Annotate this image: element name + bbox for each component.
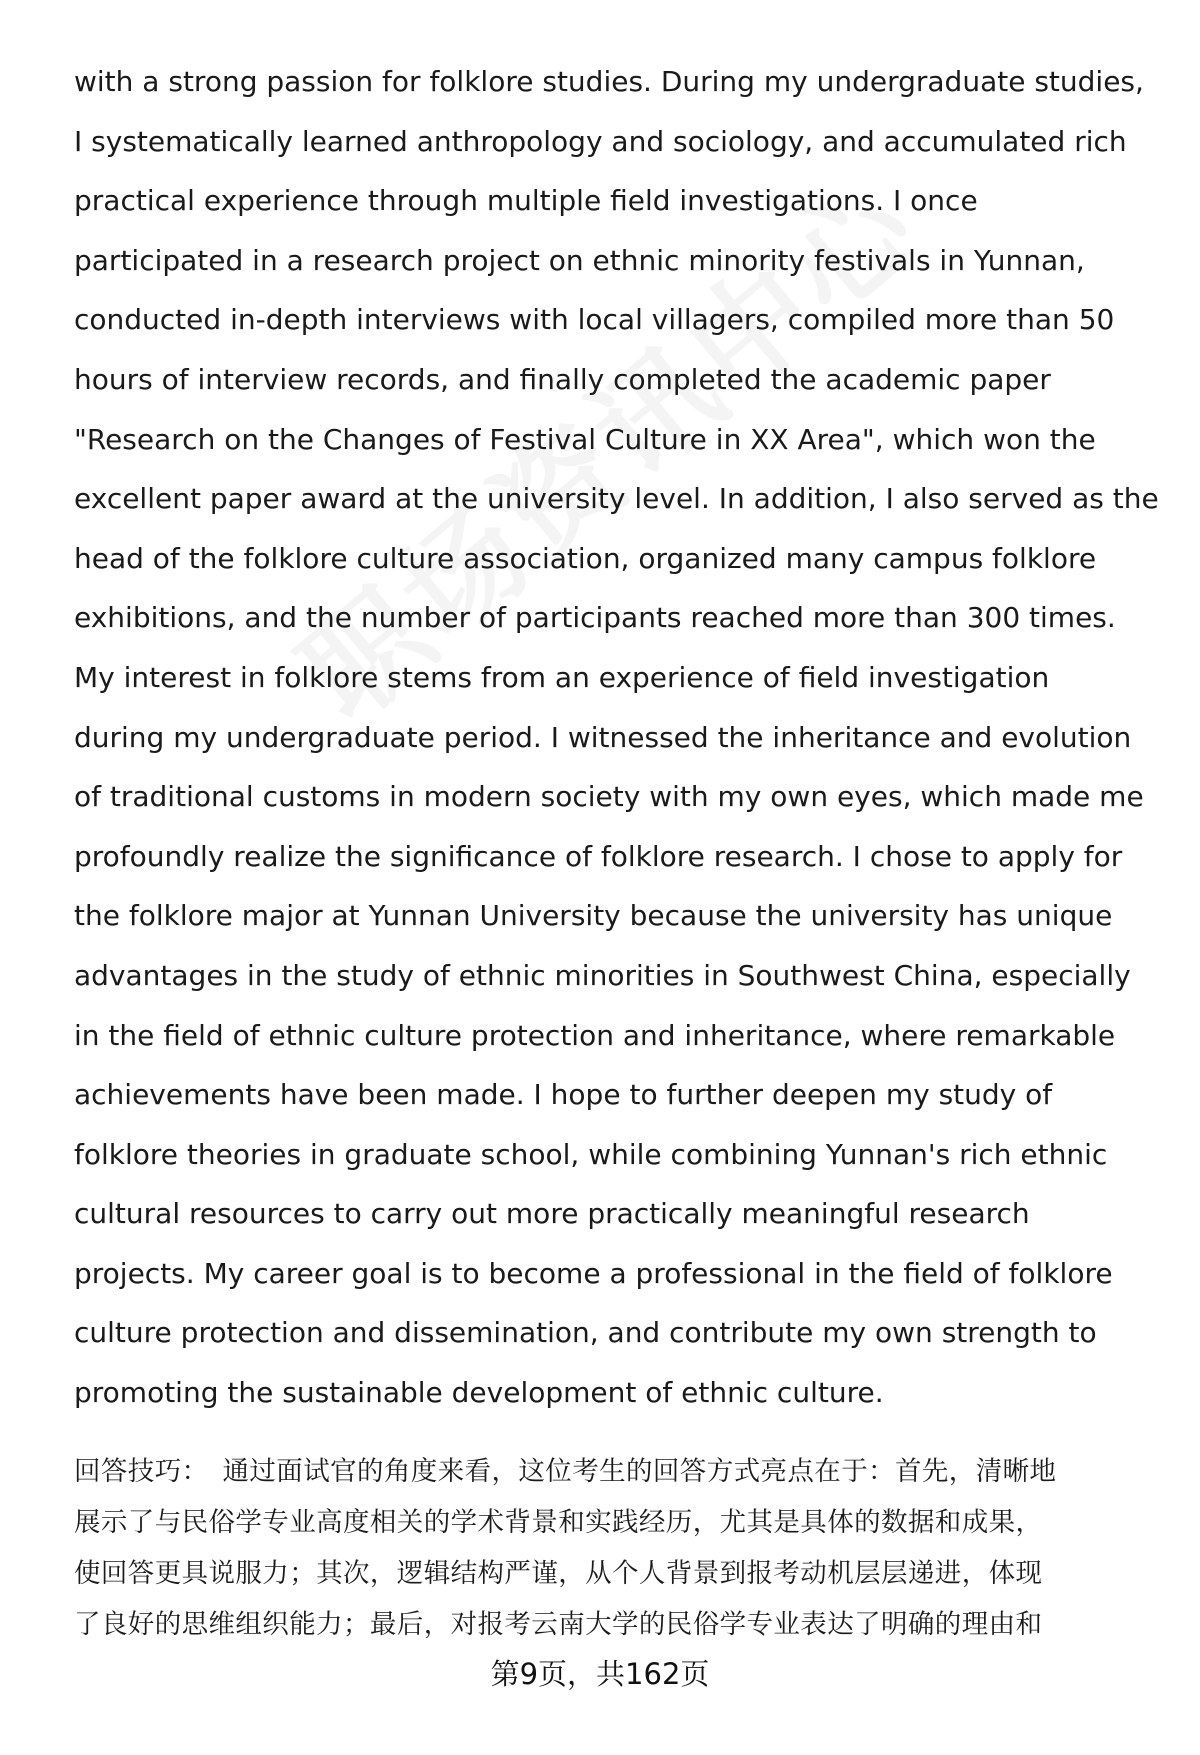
paragraph-line: the folklore major at Yunnan University because the university has unique <box>74 899 1113 933</box>
tips-line-text: 通过面试官的角度来看，这位考生的回答方式亮点在于：首先，清晰地 <box>222 1456 1057 1487</box>
paragraph-line: practical experience through multiple field investigations. I once <box>74 184 978 218</box>
answer-paragraph <box>74 52 1174 1423</box>
tips-line: 使回答更具说服力；其次，逻辑结构严谨，从个人背景到报考动机层层递进，体现 <box>74 1558 1043 1589</box>
paragraph-line: during my undergraduate period. I witnessed the inheritance and evolution <box>74 720 1132 754</box>
tips-label: 回答技巧： <box>74 1456 209 1487</box>
paragraph-line: conducted in-depth interviews with local villagers, compiled more than 50 <box>74 303 1115 337</box>
paragraph-line: in the field of ethnic culture protection and inheritance, where remarkable <box>74 1018 1116 1052</box>
paragraph-line: head of the folklore culture association, organized many campus folklore <box>74 541 1097 575</box>
paragraph-line: participated in a research project on ethnic minority festivals in Yunnan, <box>74 243 1085 277</box>
paragraph-line: with a strong passion for folklore studies. During my undergraduate studies, <box>74 65 1144 98</box>
tips-line <box>74 1446 1164 1497</box>
answer-tips-section <box>74 1446 1164 1650</box>
tips-line: 了良好的思维组织能力；最后，对报考云南大学的民俗学专业表达了明确的理由和 <box>74 1609 1043 1640</box>
paragraph-line: folklore theories in graduate school, while combining Yunnan's rich ethnic <box>74 1137 1108 1171</box>
paragraph-line: advantages in the study of ethnic minorities in Southwest China, especially <box>74 958 1131 992</box>
document-page <box>74 52 1174 1423</box>
paragraph-line: achievements have been made. I hope to further deepen my study of <box>74 1078 1053 1112</box>
paragraph-line: excellent paper award at the university level. In addition, I also served as the <box>74 482 1159 516</box>
paragraph-line: hours of interview records, and finally completed the academic paper <box>74 362 1051 396</box>
paragraph-line: exhibitions, and the number of participants reached more than 300 times. <box>74 601 1116 635</box>
paragraph-line: of traditional customs in modern society with my own eyes, which made me <box>74 780 1144 814</box>
paragraph-line: "Research on the Changes of Festival Culture in XX Area", which won the <box>74 422 1096 456</box>
paragraph-line: cultural resources to carry out more practically meaningful research <box>74 1197 1030 1231</box>
page-number-footer: 第9页，共162页 <box>490 1657 710 1691</box>
paragraph-line: culture protection and dissemination, and contribute my own strength to <box>74 1316 1097 1350</box>
paragraph-line: promoting the sustainable development of ethnic culture. <box>74 1376 884 1410</box>
paragraph-line: I systematically learned anthropology and sociology, and accumulated rich <box>74 124 1127 158</box>
paragraph-line: projects. My career goal is to become a professional in the field of folklore <box>74 1256 1113 1290</box>
paragraph-line: My interest in folklore stems from an experience of field investigation <box>74 660 1050 694</box>
paragraph-line: profoundly realize the significance of folklore research. I chose to apply for <box>74 839 1123 873</box>
tips-line: 展示了与民俗学专业高度相关的学术背景和实践经历，尤其是具体的数据和成果， <box>74 1507 1043 1538</box>
